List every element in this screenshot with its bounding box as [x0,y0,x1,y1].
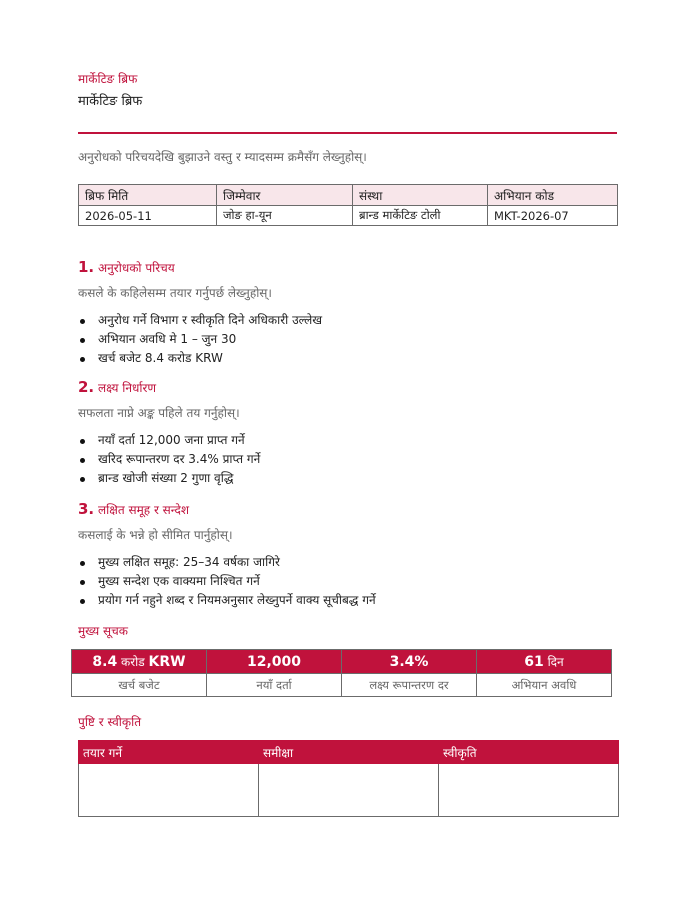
kpi-heading: मुख्य सूचक [78,624,128,638]
kpi-unit: दिन [547,655,564,669]
section-number: 2. [78,378,95,396]
list-item: अभियान अवधि मे 1 – जुन 30 [78,330,617,349]
kpi-number: 61 [524,654,544,670]
section-description: कसले के कहिलेसम्म तयार गर्नुपर्छ लेख्नुहोस्। [78,286,272,300]
kpi-label-signups: नयाँ दर्ता [207,674,342,697]
meta-header-owner: जिम्मेवार [217,185,353,206]
meta-header-date: ब्रिफ मिति [79,185,217,206]
meta-header-org: संस्था [353,185,488,206]
signoff-row [79,764,619,817]
signoff-header-row [79,741,619,764]
bullet-list [78,431,617,488]
signoff-heading: पुष्टि र स्वीकृति [78,715,142,729]
signoff-header-review: समीक्षा [259,741,439,764]
kpi-label-row [72,674,612,697]
kpi-label-duration: अभियान अवधि [477,674,612,697]
list-item: नयाँ दर्ता 12,000 जना प्राप्त गर्ने [78,431,617,450]
meta-value-owner: जोङ हा-यून [217,206,353,226]
section-title: लक्ष्य निर्धारण [97,381,157,395]
list-item: खरिद रूपान्तरण दर 3.4% प्राप्त गर्ने [78,450,617,469]
kpi-value-conversion [342,650,477,674]
section-request-intro [78,257,617,368]
section-heading [78,257,617,277]
kpi-value-budget [72,650,207,674]
kpi-value-row [72,650,612,674]
signoff-table [78,740,619,817]
signoff-cell-prepared[interactable] [79,764,259,817]
meta-value-org: ब्रान्ड मार्केटिङ टोली [353,206,488,226]
kpi-label-budget: खर्च बजेट [72,674,207,697]
list-item: मुख्य लक्षित समूह: 25–34 वर्षका जागिरे [78,553,617,572]
meta-header-row [79,185,618,206]
meta-value-row [79,206,618,226]
list-item: खर्च बजेट 8.4 करोड KRW [78,349,617,368]
section-heading [78,377,617,397]
kpi-number: 12,000 [246,653,302,670]
document-kicker: मार्केटिङ ब्रिफ [78,72,138,86]
section-description: सफलता नाप्ने अङ्क पहिले तय गर्नुहोस्। [78,406,240,420]
section-goal-setting [78,377,617,488]
title-divider [78,132,617,134]
list-item: प्रयोग गर्न नहुने शब्द र नियमअनुसार लेख्नुपर्ने वाक्य सूचीबद्ध गर्ने [78,591,617,610]
kpi-currency: KRW [148,654,186,670]
meta-table [78,184,618,226]
kpi-unit: करोड [121,655,145,669]
kpi-number: 8.4 [92,654,118,670]
document-title: मार्केटिङ ब्रिफ [78,94,143,109]
kpi-number: 3.4% [389,653,429,670]
meta-value-date: 2026-05-11 [79,206,217,226]
list-item: मुख्य सन्देश एक वाक्यमा निश्चित गर्ने [78,572,617,591]
section-title: अनुरोधको परिचय [97,261,175,275]
kpi-value-signups [207,650,342,674]
signoff-header-approval: स्वीकृति [439,741,619,764]
kpi-value-duration [477,650,612,674]
signoff-header-prepared: तयार गर्ने [79,741,259,764]
section-heading [78,499,617,519]
section-number: 1. [78,258,95,276]
signoff-cell-review[interactable] [259,764,439,817]
kpi-table [71,649,612,697]
list-item: ब्रान्ड खोजी संख्या 2 गुणा वृद्धि [78,469,617,488]
section-title: लक्षित समूह र सन्देश [97,503,190,517]
bullet-list [78,553,617,610]
bullet-list [78,311,617,368]
section-number: 3. [78,500,95,518]
meta-header-code: अभियान कोड [488,185,618,206]
kpi-label-conversion: लक्ष्य रूपान्तरण दर [342,674,477,697]
list-item: अनुरोध गर्ने विभाग र स्वीकृति दिने अधिकारी उल्लेख [78,311,617,330]
section-target-audience [78,499,617,610]
document-intro: अनुरोधको परिचयदेखि बुझाउने वस्तु र म्यादसम्म क्रमैसँग लेख्नुहोस्। [78,150,367,164]
section-description: कसलाई के भन्ने हो सीमित पार्नुहोस्। [78,528,233,542]
meta-value-code: MKT-2026-07 [488,206,618,226]
signoff-cell-approval[interactable] [439,764,619,817]
